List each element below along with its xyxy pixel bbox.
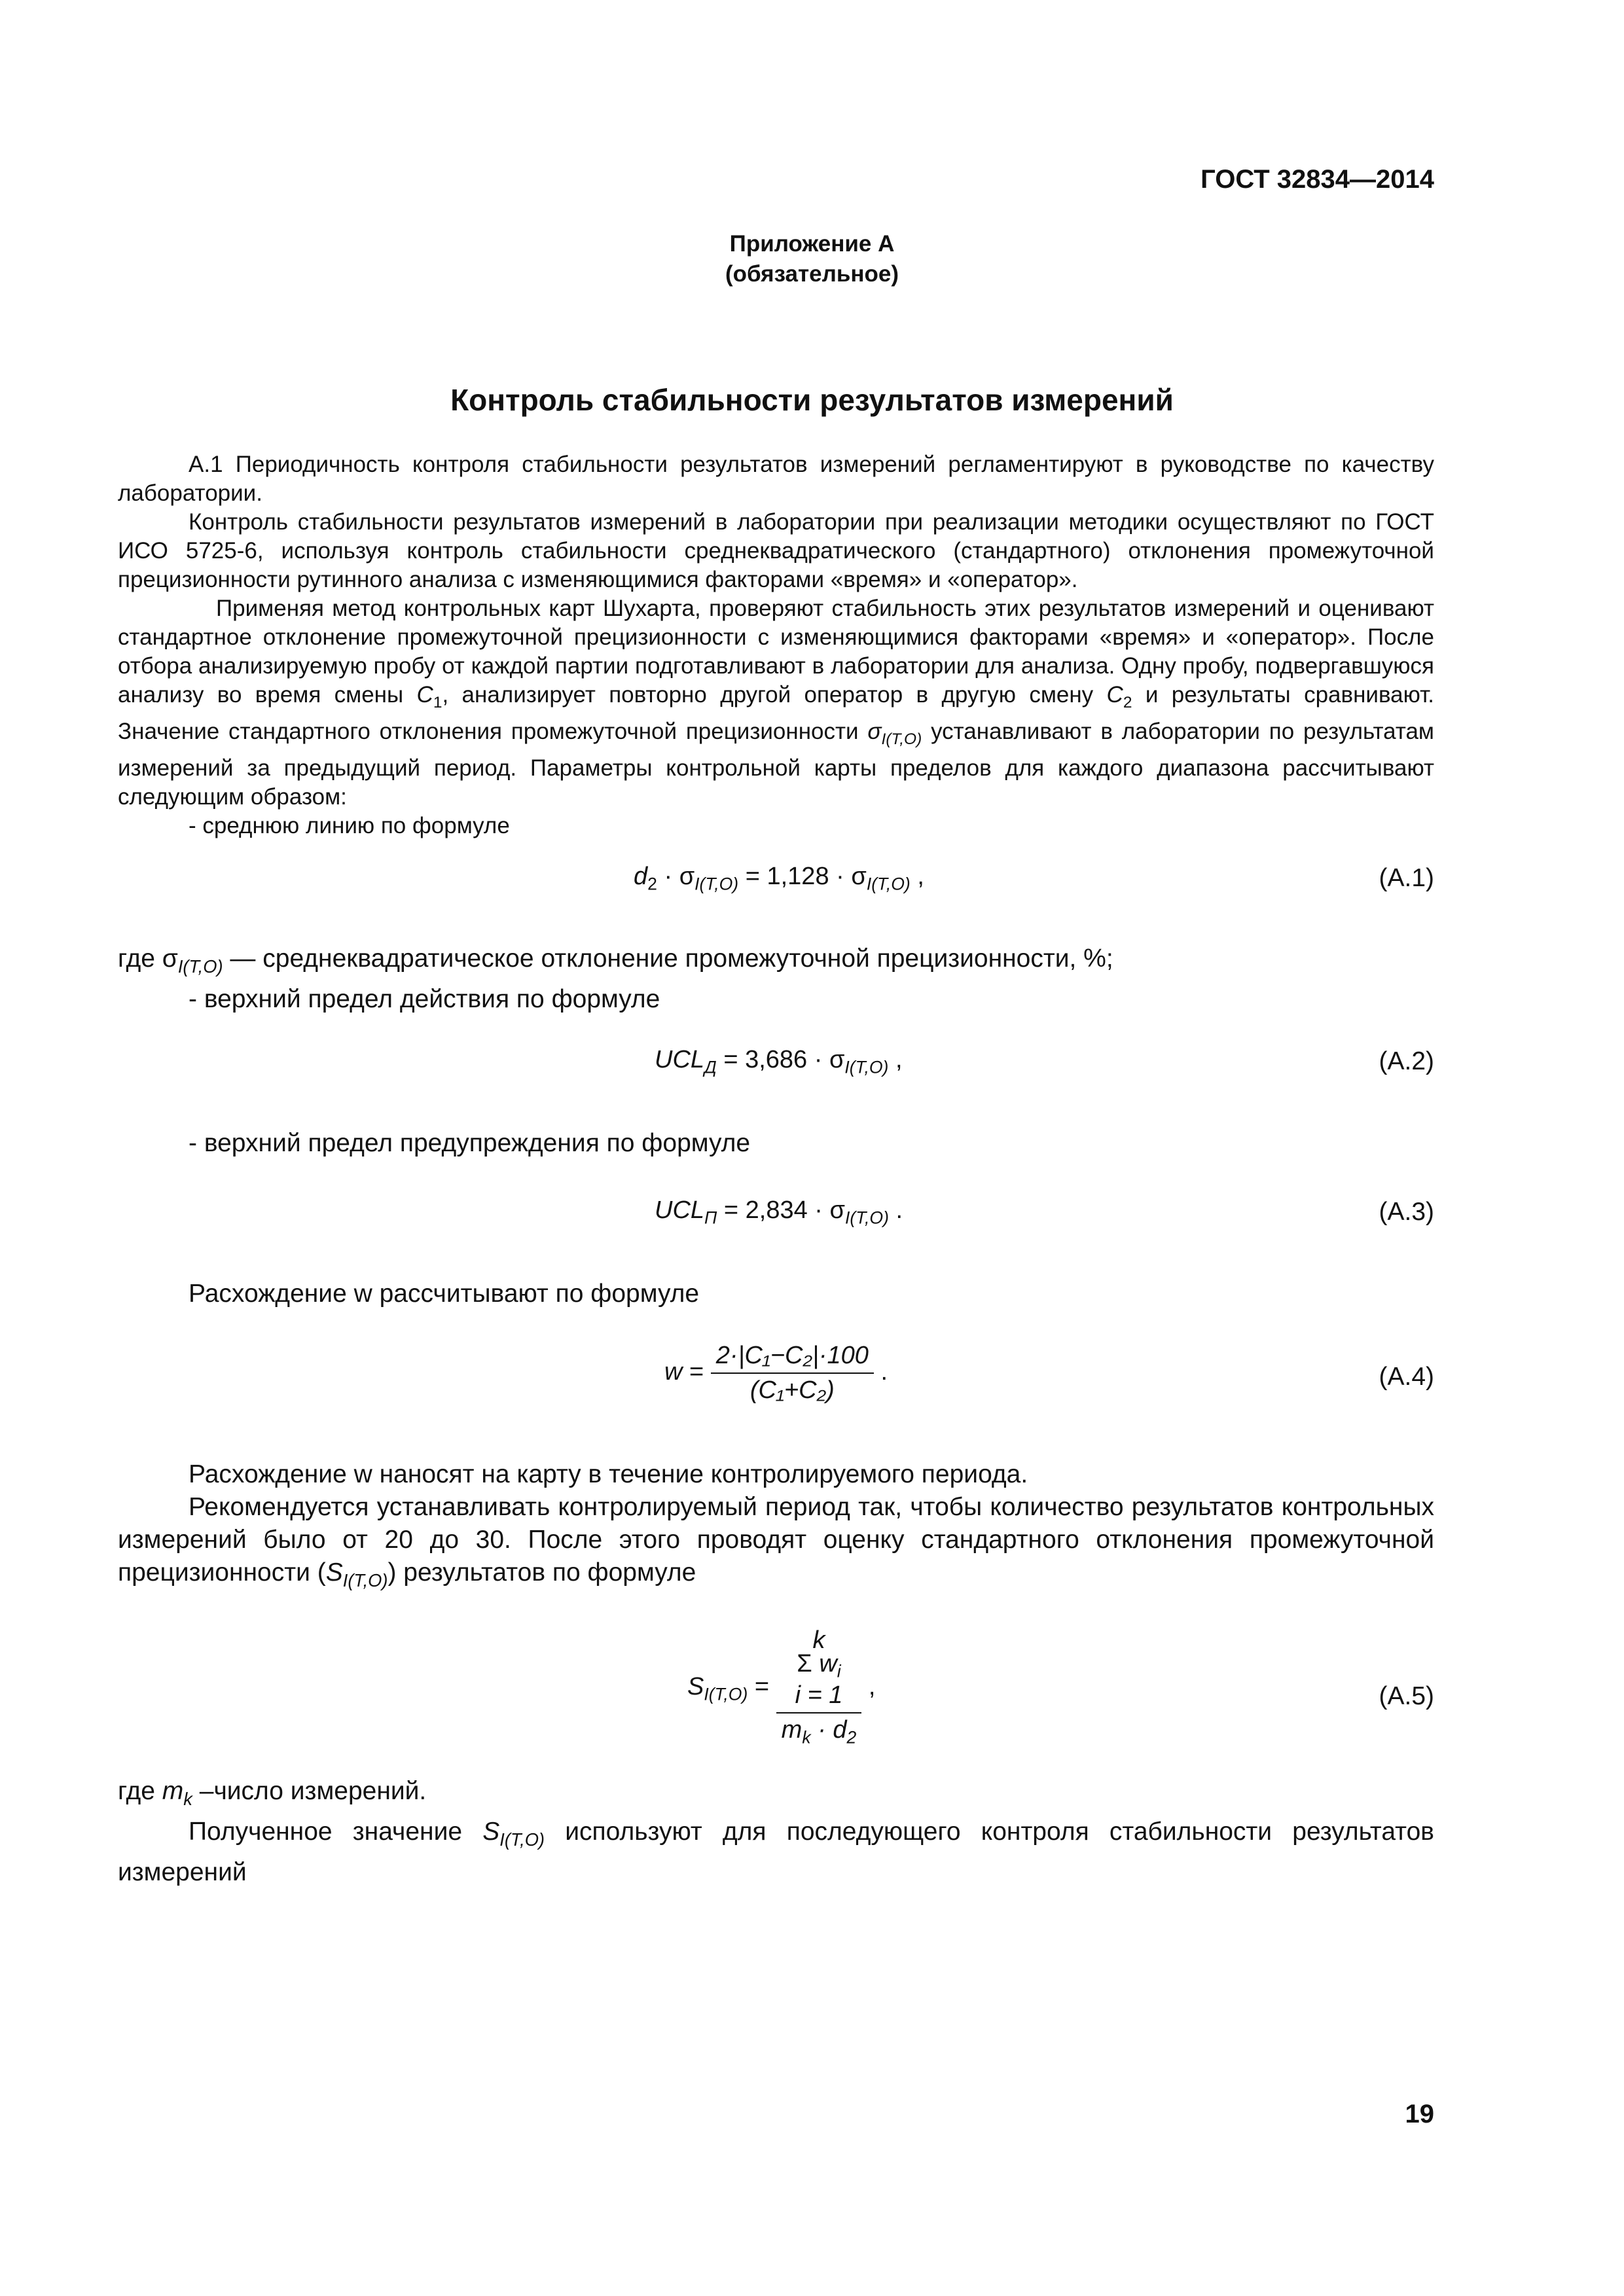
standard-number: ГОСТ 32834—2014: [1200, 165, 1434, 194]
after-a4-text: [118, 1458, 1434, 1597]
formula-number-a2: (A.2): [1379, 1047, 1434, 1075]
paragraph-result: Полученное значение $S_{I(T,O)}$ используют для последующего контроля стабильности результатов измерений: [118, 1817, 1434, 1886]
warning-limit-text: - верхний предел предупреждения по формуле: [189, 1129, 751, 1157]
formula-a5: $S_{I(T,O)}$ = k Σ $w_i$ i = 1 $m_k \cdot d_2$ ,: [687, 1626, 876, 1748]
formula-number-a5: (A.5): [1379, 1682, 1434, 1710]
formula-a2: $UCL_Д = 3,686 \cdot \sigma_{I(T,O)}$ ,: [655, 1046, 903, 1077]
paragraph-period: Рекомендуется устанавливать контролируемый период так, чтобы количество результатов контрольных измерений было от 20 до 30. После этого проводят оценку стандартного отклонения промежуточной прецизионности $(S_{I(T,O)})$ результатов по формуле: [118, 1493, 1434, 1590]
section-title: Контроль стабильности результатов измерений: [450, 383, 1174, 417]
paragraph-mk: где $m_k$ –число измерений.: [118, 1777, 427, 1809]
paragraph-control: Контроль стабильности результатов измерений в лаборатории при реализации методики осуществляют по ГОСТ ИСО 5725-6, используя контроль стабильности среднеквадратического (стандартного) отклонения промежуточной прецизионности рутинного анализа с изменяющимися факторами «время» и «оператор».: [118, 509, 1434, 592]
paragraph-centerline: - среднюю линию по формуле: [189, 813, 510, 838]
closing-text: [118, 1775, 1434, 1889]
sum-expression: k Σ $w_i$ i = 1: [776, 1628, 862, 1713]
fraction-a5: k Σ $w_i$ i = 1 $m_k \cdot d_2$: [776, 1628, 862, 1748]
appendix-label: Приложение А: [729, 231, 895, 257]
where-sigma-text: где $\sigma_{I(T,O)}$ — среднеквадратическое отклонение промежуточной прецизионности, %; - верхний предел действия по формуле: [118, 942, 1434, 1016]
page-number: 19: [1405, 2100, 1434, 2128]
formula-a1: $d_2 \cdot \sigma_{I(T,O)} = 1,128 \cdot \sigma_{I(T,O)}$ ,: [634, 863, 924, 894]
appendix-status: (обязательное): [725, 261, 899, 287]
formula-a4: w = $\frac{\text{2·|C₁−C₂|·100}}{\text{(C₁+C₂)}}$ .: [664, 1342, 888, 1404]
formula-number-a4: (A.4): [1379, 1363, 1434, 1391]
formula-a3: $UCL_П = 2,834 \cdot \sigma_{I(T,O)}$ .: [655, 1196, 903, 1228]
intro-text: [118, 450, 1434, 840]
paragraph-action-limit: - верхний предел действия по формуле: [189, 984, 660, 1013]
paragraph-a1: А.1 Периодичность контроля стабильности результатов измерений регламентируют в руководстве по качеству лаборатории.: [118, 452, 1434, 506]
paragraph-plot: Расхождение w наносят на карту в течение контролируемого периода.: [189, 1460, 1028, 1488]
fraction-a4: $\frac{\text{2·|C₁−C₂|·100}}{\text{(C₁+C₂)}}$: [711, 1342, 874, 1405]
formula-number-a3: (A.3): [1379, 1198, 1434, 1226]
formula-number-a1: (A.1): [1379, 864, 1434, 892]
paragraph-shewhart: Применяя метод контрольных карт Шухарта, проверяют стабильность этих результатов измерений и оценивают стандартное отклонение промежуточной прецизионности с изменяющимися факторами «время» и «оператор». После отбора анализируемую пробу от каждой партии подготавливают в лаборатории для анализа. Одну пробу, подвергавшуюся анализу во время смены $C_1$, анализирует повторно другой оператор в другую смену $C_2$ и результаты сравнивают. Значение стандартного отклонения промежуточной прецизионности $\sigma_{I(T,O)}$ устанавливают в лаборатории по результатам измерений за предыдущий период. Параметры контрольной карты пределов для каждого диапазона рассчитывают следующим образом:: [118, 596, 1434, 810]
divergence-text: Расхождение w рассчитывают по формуле: [189, 1280, 700, 1308]
